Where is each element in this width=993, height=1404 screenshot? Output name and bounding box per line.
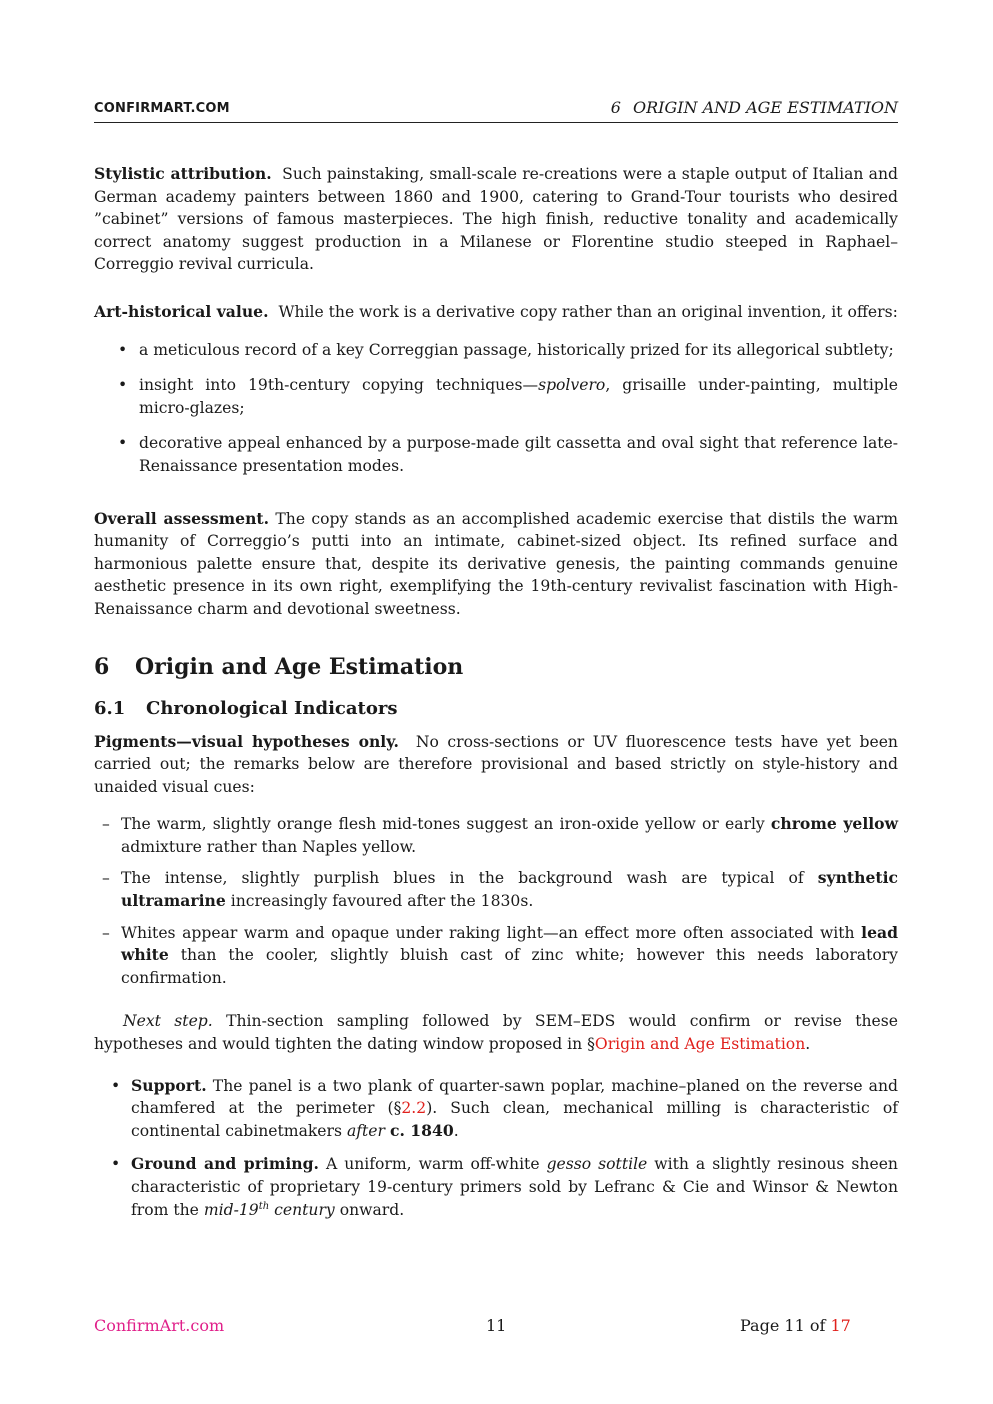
list-item: • decorative appeal enhanced by a purpose-made gilt cassetta and oval sight that reference late-Renaissance presentation modes.	[118, 434, 898, 475]
total-pages-link[interactable]: 17	[830, 1316, 851, 1335]
list-item: • Support. The panel is a two plank of quarter-sawn poplar, machine–planed on the reverse and chamfered at the perimeter (§2.2). Such clean, mechanical milling is characteristic of continental cabinetmakers after c. 1840.	[111, 1075, 898, 1140]
bullet-icon: •	[118, 434, 128, 453]
footer-page-count: Page 11 of 17	[740, 1316, 851, 1335]
header-logo: CONFIRMART.COM	[94, 101, 230, 116]
overall-paragraph	[94, 508, 898, 621]
pigments-paragraph	[94, 731, 898, 799]
list-item: – The intense, slightly purplish blues in the background wash are typical of synthetic ultramarine increasingly favoured after the 1830s.	[102, 868, 898, 911]
overall-text: The copy stands as an accomplished academic exercise that distils the warm humanity of Correggio’s putti into an intimate, cabinet-sized object. Its refined surface and harmonious palette ensure that, despite its derivative genesis, the painting commands genuine aesthetic presence in its own right, exemplifying the 19th-century revivalist fascination with High-Renaissance charm and devotional sweetness.	[94, 509, 898, 618]
running-header	[94, 97, 898, 123]
body-text	[94, 163, 898, 1232]
list-item: • insight into 19th-century copying techniques—spolvero, grisaille under-painting, multiple micro-glazes;	[118, 376, 898, 417]
art-value-label: Art-historical value.	[94, 301, 269, 321]
list-item: – The warm, slightly orange flesh mid-tones suggest an iron-oxide yellow or early chrome yellow admixture rather than Naples yellow.	[102, 814, 898, 856]
footer-site-link[interactable]: ConfirmArt.com	[94, 1316, 225, 1335]
section-link[interactable]: Origin and Age Estimation	[594, 1035, 806, 1054]
running-section-title: ORIGIN AND AGE ESTIMATION	[632, 98, 898, 117]
stylistic-text: Such painstaking, small-scale re-creations were a staple output of Italian and German academy painters between 1860 and 1900, catering to Grand-Tour tourists who desired ”cabinet” versions of famous masterpieces. The high finish, reductive tonality and academically correct anatomy suggest production in a Milanese or Florentine studio steeped in Raphael–Correggio revival curricula.	[94, 165, 899, 274]
list-item: – Whites appear warm and opaque under raking light—an effect more often associated with lead white than the cooler, slightly bluish cast of zinc white; however this needs laboratory confirmation.	[102, 922, 898, 987]
bullet-icon: •	[118, 376, 128, 395]
art-value-list	[94, 339, 898, 478]
dash-icon: –	[102, 923, 110, 942]
art-value-text: While the work is a derivative copy rather than an original invention, it offers:	[278, 302, 898, 321]
art-value-paragraph	[94, 301, 898, 324]
dash-icon: –	[102, 869, 110, 888]
bullet-icon: •	[111, 1076, 121, 1095]
footer-page-number: 11	[486, 1316, 507, 1335]
next-step-paragraph: Next step. Thin-section sampling followed by SEM–EDS would confirm or revise these hypotheses and would tighten the dating window proposed in §Origin and Age Estimation.	[94, 1012, 898, 1054]
running-section-number: 6	[610, 98, 621, 117]
next-step-label: Next step.	[123, 1012, 213, 1031]
dash-icon: –	[102, 815, 110, 834]
subsection-heading: 6.1 Chronological Indicators	[94, 697, 398, 719]
stylistic-paragraph	[94, 163, 898, 276]
list-item: • a meticulous record of a key Correggian passage, historically prized for its allegorical subtlety;	[94, 339, 898, 362]
list-item: • Ground and priming. A uniform, warm off-white gesso sottile with a slightly resinous sheen characteristic of proprietary 19-century primers sold by Lefranc & Cie and Winsor & Newton from the mid-19th century onward.	[111, 1154, 898, 1219]
ground-label: Ground and priming.	[131, 1154, 319, 1174]
running-title	[611, 98, 898, 117]
bullet-icon: •	[118, 340, 128, 359]
pigments-text: No cross-sections or UV fluorescence tests have yet been carried out; the remarks below are therefore provisional and based strictly on style-history and unaided visual cues:	[94, 732, 898, 796]
stylistic-label: Stylistic attribution.	[94, 164, 272, 183]
section-ref-link[interactable]: 2.2	[401, 1099, 427, 1118]
pigments-label: Pigments—visual hypotheses only.	[94, 731, 399, 751]
indicator-list	[94, 1075, 898, 1222]
bullet-icon: •	[111, 1155, 121, 1174]
pigments-list	[94, 813, 898, 989]
support-label: Support.	[131, 1075, 207, 1095]
overall-label: Overall assessment.	[94, 508, 270, 528]
section-heading: 6 Origin and Age Estimation	[94, 653, 464, 680]
